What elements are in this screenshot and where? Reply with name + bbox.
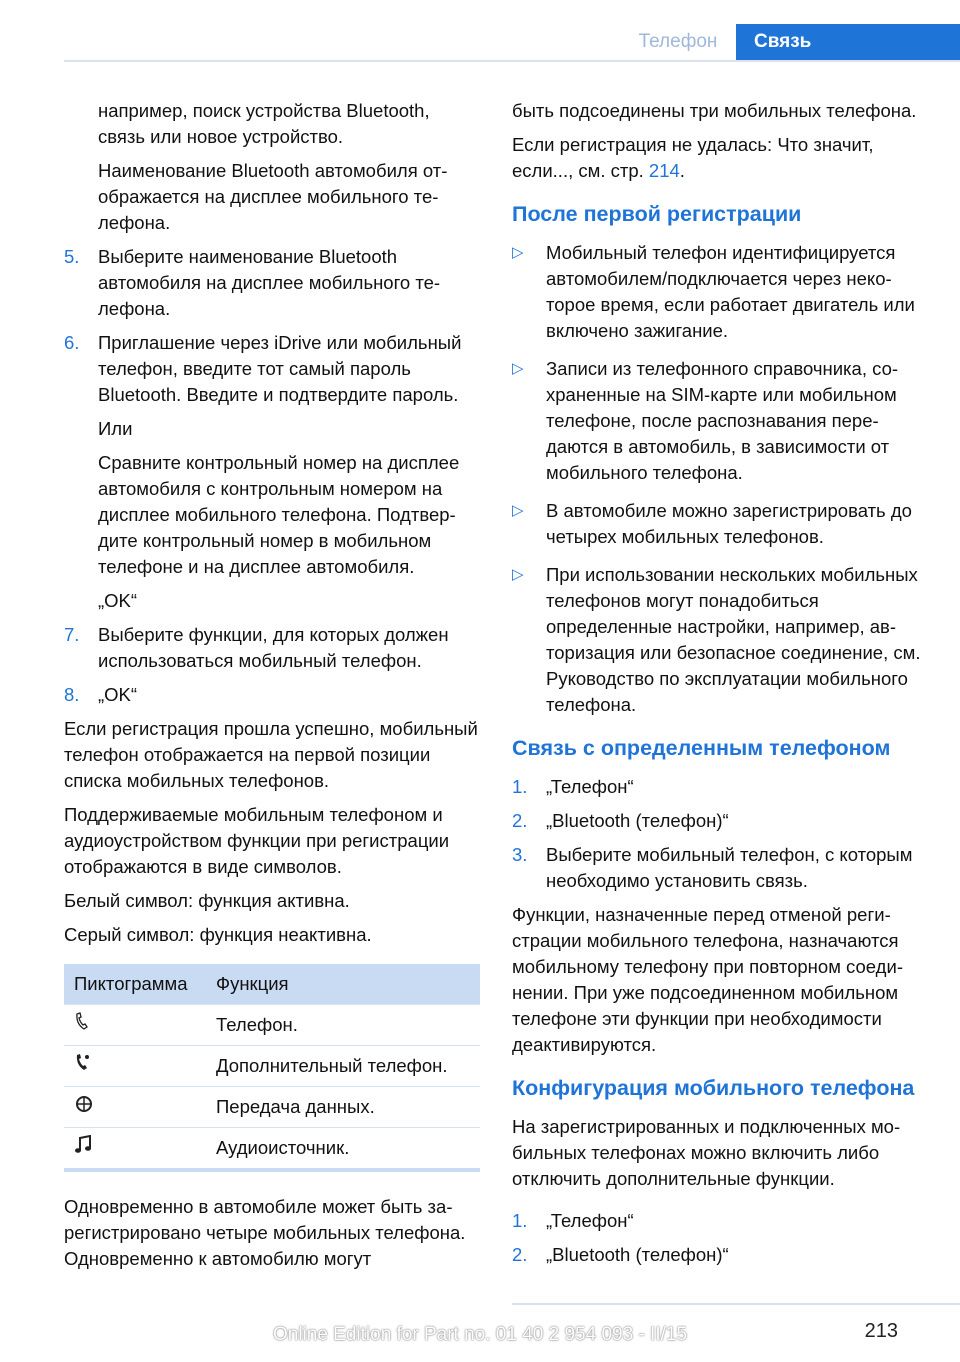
- table-cell-function: Аудиоисточник.: [206, 1128, 480, 1171]
- step-text: Выберите мобильный телефон, с которым необходимо установить связь.: [546, 844, 913, 891]
- step-number: 7.: [64, 624, 80, 645]
- step-text: Выберите наименование Bluetooth автомобиля на дисплее мобильного телефона.: [98, 246, 441, 319]
- paragraph: Серый символ: функция неактивна.: [64, 924, 372, 945]
- paragraph-text: .: [679, 160, 685, 181]
- list-item: [512, 240, 928, 344]
- paragraph: Белый символ: функция активна.: [64, 890, 350, 911]
- step-number: 8.: [64, 684, 80, 705]
- step-number: 2.: [512, 810, 528, 831]
- table-header-row: [64, 964, 480, 1005]
- paragraph: Одновременно в автомобиле может быть зарегистрировано четыре мобильных телефона. Одновременно к автомобилю могут: [64, 1196, 466, 1269]
- list-item: [512, 356, 928, 486]
- table-cell-function: Передача данных.: [206, 1087, 480, 1128]
- page-header: [0, 24, 960, 62]
- step-2: [512, 808, 928, 834]
- table-cell-function: Телефон.: [206, 1005, 480, 1046]
- list-item-text: В автомобиле можно зарегистрировать до четырех мобильных телефонов.: [546, 500, 912, 547]
- bullet-triangle-icon: ▷: [512, 566, 524, 583]
- table-row: [64, 1046, 480, 1087]
- tab-phone[interactable]: Телефон: [638, 31, 718, 52]
- data-transfer-icon: [74, 1094, 94, 1121]
- footer-edition-watermark: Online Edition for Part no. 01 40 2 954 093 - II/15: [272, 1324, 688, 1345]
- bullet-triangle-icon: ▷: [512, 360, 524, 377]
- table-row: [64, 1087, 480, 1128]
- paragraph: Функции, назначенные перед отменой регистрации мобильного телефона, назначаются мобильному телефону при повторном соединении. При уже подсоединенном мобильном телефоне эти функции при необходимости деактивируются.: [512, 904, 903, 1055]
- step-text: „Bluetooth (телефон)“: [546, 810, 729, 831]
- step-1: [512, 1208, 928, 1234]
- bullet-triangle-icon: ▷: [512, 502, 524, 519]
- paragraph-or: Или: [98, 418, 133, 439]
- paragraph-ok: „OK“: [98, 590, 138, 611]
- step-1: [512, 774, 928, 800]
- additional-phone-icon: [74, 1053, 90, 1080]
- step-text: Приглашение через iDrive или мобильный телефон, введите тот самый пароль Bluetooth. Введите и подтвердите пароль.: [98, 332, 462, 405]
- paragraph: Наименование Bluetooth автомобиля отображается на дисплее мобильного телефона.: [98, 160, 448, 233]
- section-heading-configure-phone: Конфигурация мобильного телефона: [512, 1076, 915, 1100]
- column-header-icon: Пиктограмма: [64, 964, 206, 1005]
- step-text: „Телефон“: [546, 776, 634, 797]
- step-text: „Телефон“: [546, 1210, 634, 1231]
- step-number: 1.: [512, 776, 528, 797]
- table-cell-function: Дополнительный телефон.: [206, 1046, 480, 1087]
- paragraph: Поддерживаемые мобильным телефоном и аудиоустройством функции при регистрации отображаются в виде символов.: [64, 804, 450, 877]
- step-8: [64, 682, 480, 708]
- step-number: 2.: [512, 1244, 528, 1265]
- right-column: [512, 98, 928, 1276]
- paragraph: Если регистрация прошла успешно, мобильный телефон отображается на первой позиции списка мобильных телефонов.: [64, 718, 478, 791]
- paragraph-see-page: [512, 132, 928, 184]
- step-2: [512, 1242, 928, 1268]
- paragraph: например, поиск устройства Bluetooth, связь или новое устройство.: [98, 100, 430, 147]
- phone-icon: [74, 1012, 88, 1039]
- paragraph: На зарегистрированных и подключенных мобильных телефонах можно включить либо отключить дополнительные функции.: [512, 1116, 901, 1189]
- step-5: [64, 244, 480, 322]
- list-item: [512, 562, 928, 718]
- bullet-triangle-icon: ▷: [512, 244, 524, 261]
- step-number: 6.: [64, 332, 80, 353]
- step-6: [64, 330, 480, 408]
- step-text: „OK“: [98, 684, 138, 705]
- list-item-text: Мобильный телефон идентифицируется автомобилем/подключается через некоторое время, если работает двигатель или включено зажигание.: [546, 242, 915, 341]
- header-divider: [64, 60, 960, 62]
- step-7: [64, 622, 480, 674]
- paragraph: Сравните контрольный номер на дисплее автомобиля с контрольным номером на дисплее мобильного телефона. Подтвердите контрольный номер в мобильном телефоне и на дисплее автомобиля.: [98, 452, 460, 577]
- step-number: 1.: [512, 1210, 528, 1231]
- step-text: „Bluetooth (телефон)“: [546, 1244, 729, 1265]
- left-column: [64, 98, 480, 1280]
- section-heading-after-registration: После первой регистрации: [512, 202, 802, 226]
- paragraph-text: Если регистрация не удалась: Что значит, если..., см. стр.: [512, 134, 874, 181]
- tab-connection[interactable]: Связь: [736, 24, 960, 62]
- step-3: [512, 842, 928, 894]
- paragraph: быть подсоединены три мобильных телефона.: [512, 100, 917, 121]
- list-item-text: При использовании нескольких мобильных телефонов могут понадобиться определенные настройки, например, авторизация или безопасное соединение, см. Руководство по эксплуатации мобильного телефона.: [546, 564, 921, 715]
- list-item-text: Записи из телефонного справочника, сохраненные на SIM-карте или мобильном телефоне, после распознавания передаются в автомобиль, в зависимости от мобильного телефона.: [546, 358, 899, 483]
- list-item: [512, 498, 928, 550]
- section-heading-connect-phone: Связь с определенным телефоном: [512, 736, 891, 760]
- table-row: [64, 1005, 480, 1046]
- music-note-icon: [74, 1135, 92, 1162]
- table-row: [64, 1128, 480, 1171]
- footer-divider: [512, 1303, 960, 1305]
- step-number: 5.: [64, 246, 80, 267]
- icon-function-table: [64, 964, 480, 1172]
- column-header-function: Функция: [206, 964, 480, 1005]
- step-text: Выберите функции, для которых должен использоваться мобильный телефон.: [98, 624, 449, 671]
- step-number: 3.: [512, 844, 528, 865]
- page-number: 213: [864, 1320, 898, 1342]
- page-reference-link[interactable]: 214: [648, 160, 680, 181]
